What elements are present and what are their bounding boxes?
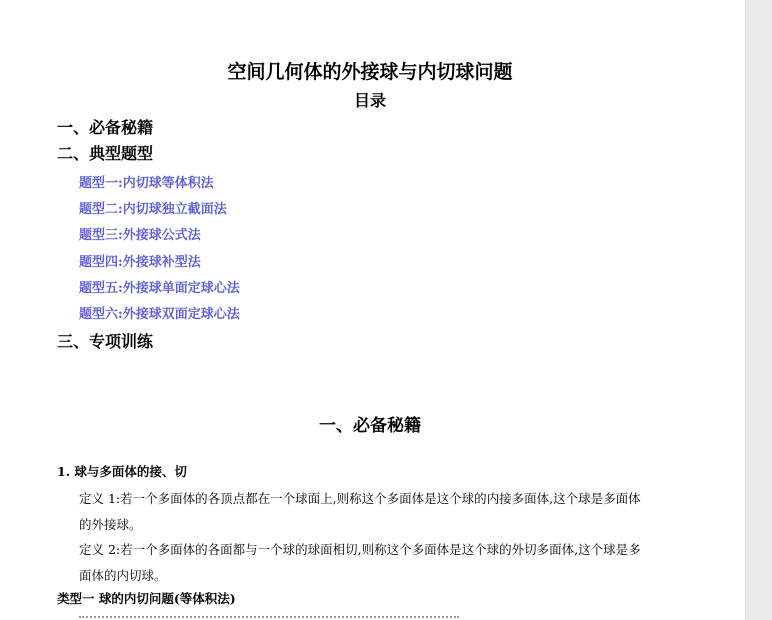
toc-subitem-type-4[interactable]: 题型四:外接球补型法 (79, 255, 201, 270)
toc-subitem-type-3[interactable]: 题型三:外接球公式法 (79, 228, 201, 243)
viewer-scrollbar[interactable] (745, 0, 772, 620)
toc-subitem-type-5[interactable]: 题型五:外接球单面定球心法 (79, 281, 240, 296)
toc-subitem-type-1[interactable]: 题型一:内切球等体积法 (79, 176, 214, 191)
definition-1-line-1: 定义 1:若一个多面体的各顶点都在一个球面上,则称这个多面体是这个球的内接多面体,这个球是多面体 (79, 491, 641, 506)
definition-2-line-2: 面体的内切球。 (79, 568, 167, 583)
document-title: 空间几何体的外接球与内切球问题 (227, 61, 513, 83)
toc-title: 目录 (353, 91, 386, 110)
toc-item-专项训练[interactable]: 三、专项训练 (57, 332, 154, 351)
toc-subitem-type-2[interactable]: 题型二:内切球独立截面法 (79, 202, 227, 217)
type-heading: 类型一 球的内切问题(等体积法) (57, 591, 236, 606)
definition-1-line-2: 的外接球。 (79, 517, 142, 532)
numbered-heading: 1. 球与多面体的接、切 (57, 464, 187, 479)
section-heading: 一、必备秘籍 (319, 416, 421, 436)
toc-subitem-type-6[interactable]: 题型六:外接球双面定球心法 (79, 307, 240, 322)
toc-item-必备秘籍[interactable]: 一、必备秘籍 (57, 118, 154, 137)
definition-2-line-1: 定义 2:若一个多面体的各面都与一个球的球面相切,则称这个多面体是这个球的外切多面体,这个球是多 (79, 542, 641, 557)
cut-off-text-line (79, 612, 459, 620)
toc-item-典型题型[interactable]: 二、典型题型 (57, 144, 154, 163)
